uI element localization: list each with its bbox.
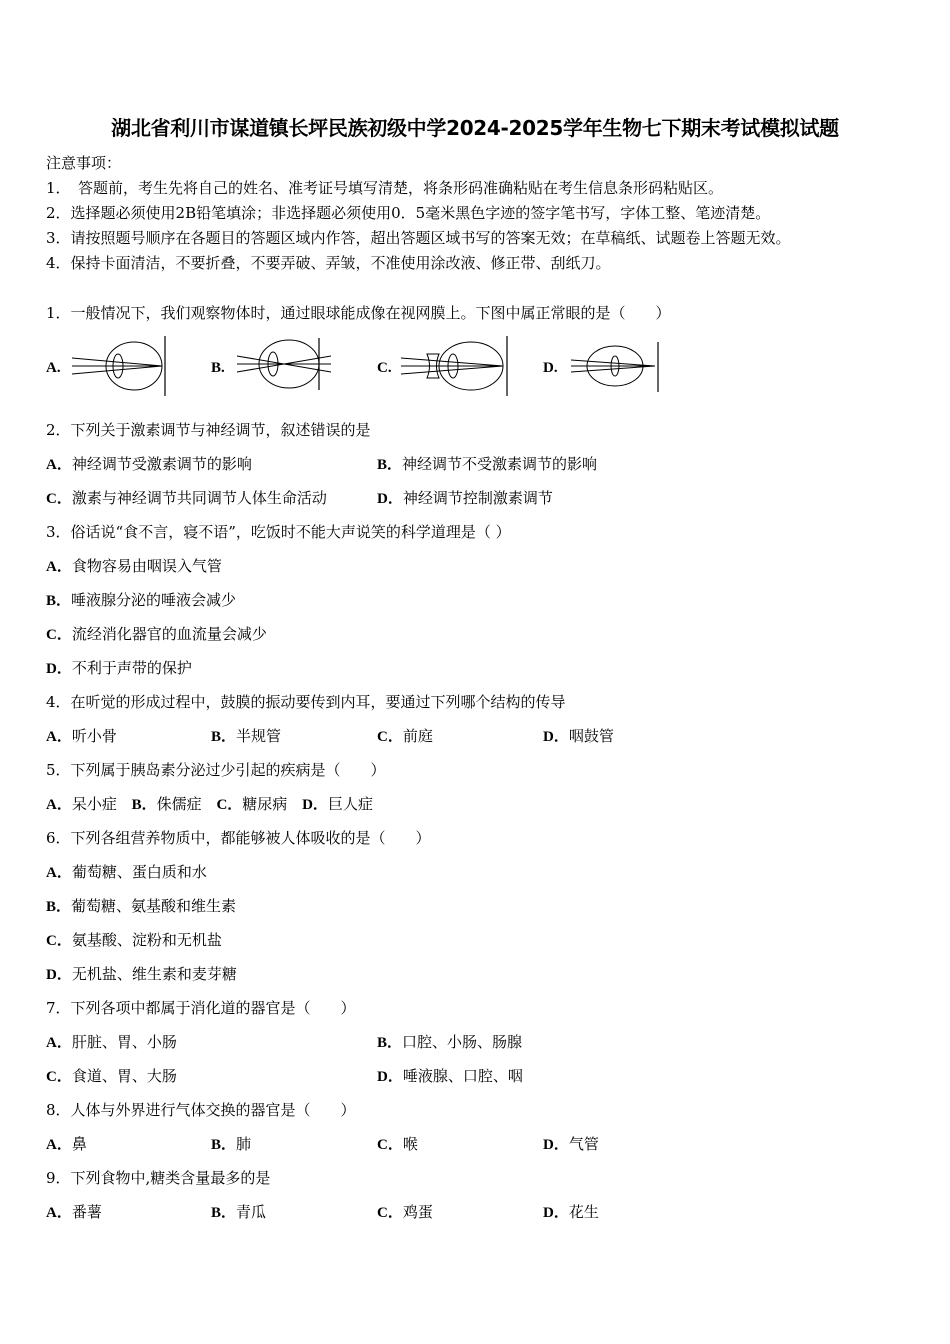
q8-option-c: C．喉 bbox=[377, 1135, 418, 1153]
notice-item-1: 1． 答题前，考生先将自己的姓名、准考证号填写清楚，将条形码准确粘贴在考生信息条形码粘贴区。 bbox=[46, 179, 724, 197]
q2-option-a: A．神经调节受激素调节的影响 bbox=[46, 455, 252, 473]
question-7-stem: 7．下列各项中都属于消化道的器官是（ ） bbox=[46, 999, 356, 1017]
q2-option-d: D．神经调节控制激素调节 bbox=[377, 489, 553, 507]
q9-option-d: D．花生 bbox=[543, 1203, 599, 1221]
q3-option-c: C．流经消化器官的血流量会减少 bbox=[46, 625, 267, 643]
notice-item-4: 4．保持卡面清洁，不要折叠，不要弄破、弄皱，不准使用涂改液、修正带、刮纸刀。 bbox=[46, 254, 611, 272]
q1-option-c bbox=[377, 332, 513, 398]
q8-option-b: B．肺 bbox=[211, 1135, 252, 1153]
option-label: D. bbox=[543, 360, 558, 376]
q4-option-a: A．听小骨 bbox=[46, 727, 117, 745]
q5-options: A．呆小症 B．侏儒症 C．糖尿病 D．巨人症 bbox=[46, 795, 373, 813]
q6-option-d: D．无机盐、维生素和麦芽糖 bbox=[46, 965, 237, 983]
option-label: B. bbox=[211, 360, 225, 376]
q6-option-b: B．葡萄糖、氨基酸和维生素 bbox=[46, 897, 237, 915]
q3-option-b: B．唾液腺分泌的唾液会减少 bbox=[46, 591, 237, 609]
q7-option-a: A．肝脏、胃、小肠 bbox=[46, 1033, 177, 1051]
question-5-stem: 5．下列属于胰岛素分泌过少引起的疾病是（ ） bbox=[46, 761, 386, 779]
q6-option-a: A．葡萄糖、蛋白质和水 bbox=[46, 863, 207, 881]
q4-option-d: D．咽鼓管 bbox=[543, 727, 614, 745]
question-2-stem: 2．下列关于激素调节与神经调节，叙述错误的是 bbox=[46, 421, 371, 439]
eye-diagram-b-icon bbox=[235, 332, 335, 398]
q3-option-a: A．食物容易由咽误入气管 bbox=[46, 557, 222, 575]
q8-option-d: D．气管 bbox=[543, 1135, 599, 1153]
q8-option-a: A．鼻 bbox=[46, 1135, 87, 1153]
q7-option-d: D．唾液腺、口腔、咽 bbox=[377, 1067, 523, 1085]
q4-option-c: C．前庭 bbox=[377, 727, 433, 745]
q9-option-b: B．青瓜 bbox=[211, 1203, 267, 1221]
eye-diagram-a-icon bbox=[70, 332, 170, 398]
question-8-stem: 8．人体与外界进行气体交换的器官是（ ） bbox=[46, 1101, 356, 1119]
q7-option-c: C．食道、胃、大肠 bbox=[46, 1067, 177, 1085]
q1-option-a bbox=[46, 332, 172, 398]
q9-option-c: C．鸡蛋 bbox=[377, 1203, 433, 1221]
page-title: 湖北省利川市谋道镇长坪民族初级中学2024-2025学年生物七下期末考试模拟试题 bbox=[111, 116, 839, 140]
question-4-stem: 4．在听觉的形成过程中，鼓膜的振动要传到内耳，要通过下列哪个结构的传导 bbox=[46, 693, 566, 711]
q1-option-b bbox=[211, 332, 337, 398]
q2-option-b: B．神经调节不受激素调节的影响 bbox=[377, 455, 598, 473]
q1-option-d bbox=[543, 332, 669, 398]
q3-option-d: D．不利于声带的保护 bbox=[46, 659, 192, 677]
question-9-stem: 9．下列食物中,糖类含量最多的是 bbox=[46, 1169, 271, 1187]
question-6-stem: 6．下列各组营养物质中，都能够被人体吸收的是（ ） bbox=[46, 829, 431, 847]
q7-option-b: B．口腔、小肠、肠腺 bbox=[377, 1033, 523, 1051]
option-label: C. bbox=[377, 360, 392, 376]
eye-diagram-d-icon bbox=[569, 332, 665, 398]
q9-option-a: A．番薯 bbox=[46, 1203, 102, 1221]
eye-diagram-c-icon bbox=[399, 332, 511, 398]
notice-item-2: 2．选择题必须使用2B铅笔填涂；非选择题必须使用0．5毫米黑色字迹的签字笔书写，字体工整、笔迹清楚。 bbox=[46, 204, 771, 222]
option-label: A. bbox=[46, 360, 61, 376]
q6-option-c: C．氨基酸、淀粉和无机盐 bbox=[46, 931, 222, 949]
q2-option-c: C．激素与神经调节共同调节人体生命活动 bbox=[46, 489, 327, 507]
notice-heading: 注意事项： bbox=[46, 154, 122, 172]
q4-option-b: B．半规管 bbox=[211, 727, 282, 745]
question-1-stem: 1．一般情况下，我们观察物体时，通过眼球能成像在视网膜上。下图中属正常眼的是（ ） bbox=[46, 304, 671, 322]
notice-item-3: 3．请按照题号顺序在各题目的答题区域内作答，超出答题区域书写的答案无效；在草稿纸、试题卷上答题无效。 bbox=[46, 229, 791, 247]
question-3-stem: 3．俗话说“食不言，寝不语”，吃饭时不能大声说笑的科学道理是（ ） bbox=[46, 523, 511, 541]
